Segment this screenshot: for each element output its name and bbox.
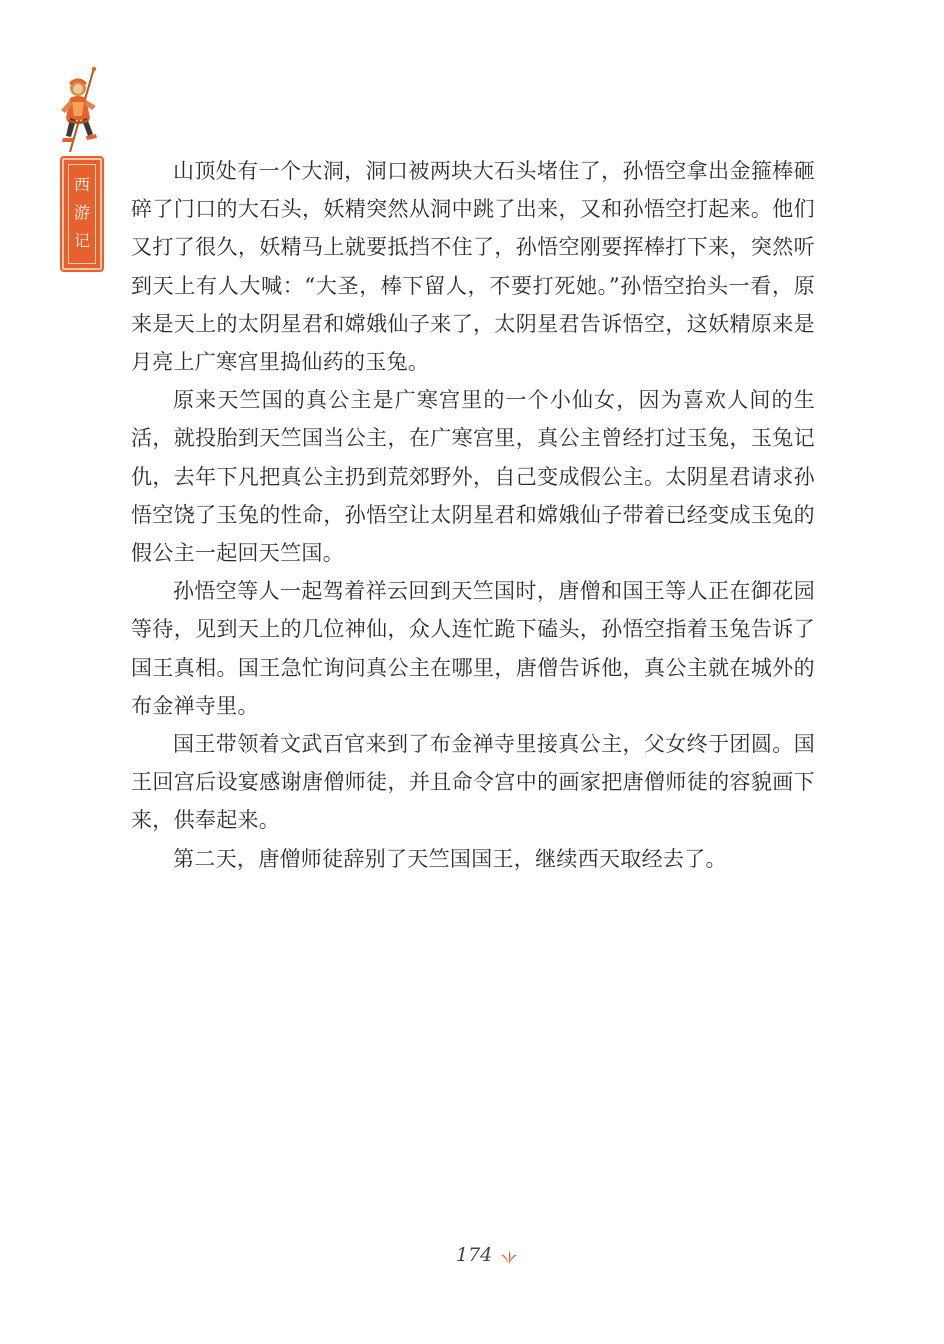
paragraph: 原来天竺国的真公主是广寒宫里的一个小仙女，因为喜欢人间的生活，就投胎到天竺国当公主，在广寒宫里，真公主曾经打过玉兔，玉兔记仇，去年下凡把真公主扔到荒郊野外，自己变成假公主。太阴星君请求孙悟空饶了玉兔的性命，孙悟空让太阴星君和嫦娥仙子带着已经变成玉兔的假公主一起回天竺国。 xyxy=(131,388,815,566)
monkey-king-icon xyxy=(52,66,114,154)
leaf-ornament-icon xyxy=(499,1249,519,1265)
body-text xyxy=(131,152,815,878)
paragraph: 第二天，唐僧师徒辞别了天竺国国王，继续西天取经去了。 xyxy=(173,846,727,871)
paragraph: 孙悟空等人一起驾着祥云回到天竺国时，唐僧和国王等人正在御花园等待，见到天上的几位神仙，众人连忙跪下磕头，孙悟空指着玉兔告诉了国王真相。国王急忙询问真公主在哪里，唐僧告诉他，真公主就在城外的布金禅寺里。 xyxy=(131,579,815,718)
paragraph: 国王带领着文武百官来到了布金禅寺里接真公主，父女终于团圆。国王回宫后设宴感谢唐僧师徒，并且命令宫中的画家把唐僧师徒的容貌画下来，供奉起来。 xyxy=(131,732,815,833)
paragraph: 山顶处有一个大洞，洞口被两块大石头堵住了，孙悟空拿出金箍棒砸碎了门口的大石头，妖精突然从洞中跳了出来，又和孙悟空打起来。他们又打了很久，妖精马上就要抵挡不住了，孙悟空刚要挥棒打下来，突然听到天上有人大喊：“大圣，棒下留人，不要打死她。”孙悟空抬头一看，原来是天上的太阴星君和嫦娥仙子来了，太阴星君告诉悟空，这妖精原来是月亮上广寒宫里捣仙药的玉兔。 xyxy=(131,159,815,375)
book-title-char: 西 xyxy=(73,175,90,194)
book-title-char: 记 xyxy=(73,231,90,250)
page-number: 174 xyxy=(456,1244,493,1266)
book-title-tab xyxy=(62,158,102,270)
book-title-char: 游 xyxy=(73,203,90,222)
